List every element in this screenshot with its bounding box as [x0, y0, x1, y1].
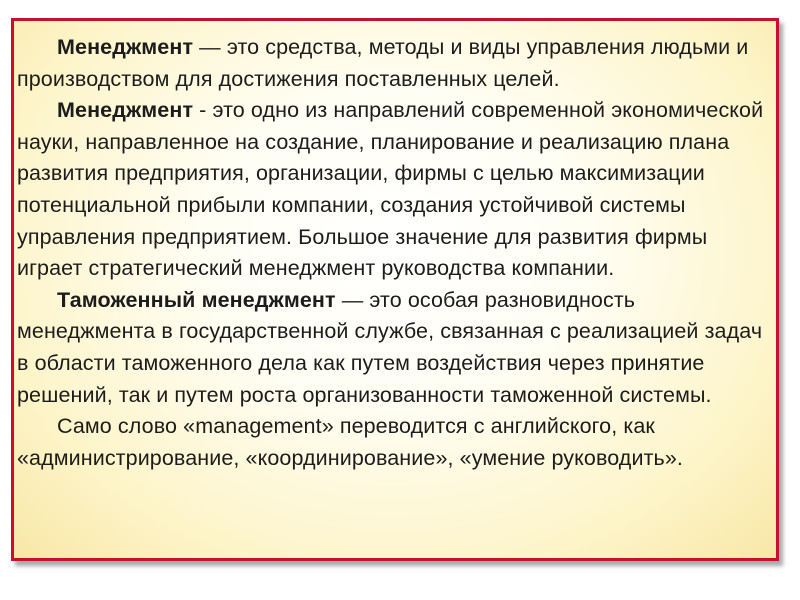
- paragraph-text: — это особая разновидность менеджмента в государственной службе, связанная с реализацией задач в области таможенного дела как путем воздействия через принятие решений, так и путем роста организованности таможенной системы.: [17, 287, 763, 407]
- term-management: Менеджмент: [57, 98, 194, 123]
- paragraph-text: Само слово «management» переводится с английского, как «администрирование, «координирование», «умение руководить».: [17, 414, 683, 470]
- paragraph-text: — это средства, методы и виды управления людьми и производством для достижения поставленных целей.: [17, 35, 749, 91]
- paragraph-management-science: [17, 95, 777, 285]
- slide-text-body: [17, 32, 777, 474]
- paragraph-management-definition: [17, 32, 777, 95]
- paragraph-word-origin: [17, 411, 777, 474]
- term-management: Менеджмент: [57, 35, 194, 59]
- slide-frame: [11, 18, 779, 561]
- paragraph-customs-management: [17, 285, 777, 411]
- paragraph-text: - это одно из направлений современной экономической науки, направленное на создание, планирование и реализацию плана развития предприятия, организации, фирмы с целью максимизации потенциальной прибыли компании, создания устойчивой системы управления предприятием. Большое значение для развития фирмы играет стратегический менеджмент руководства компании.: [17, 98, 764, 281]
- term-customs-management: Таможенный менеджмент: [57, 287, 336, 312]
